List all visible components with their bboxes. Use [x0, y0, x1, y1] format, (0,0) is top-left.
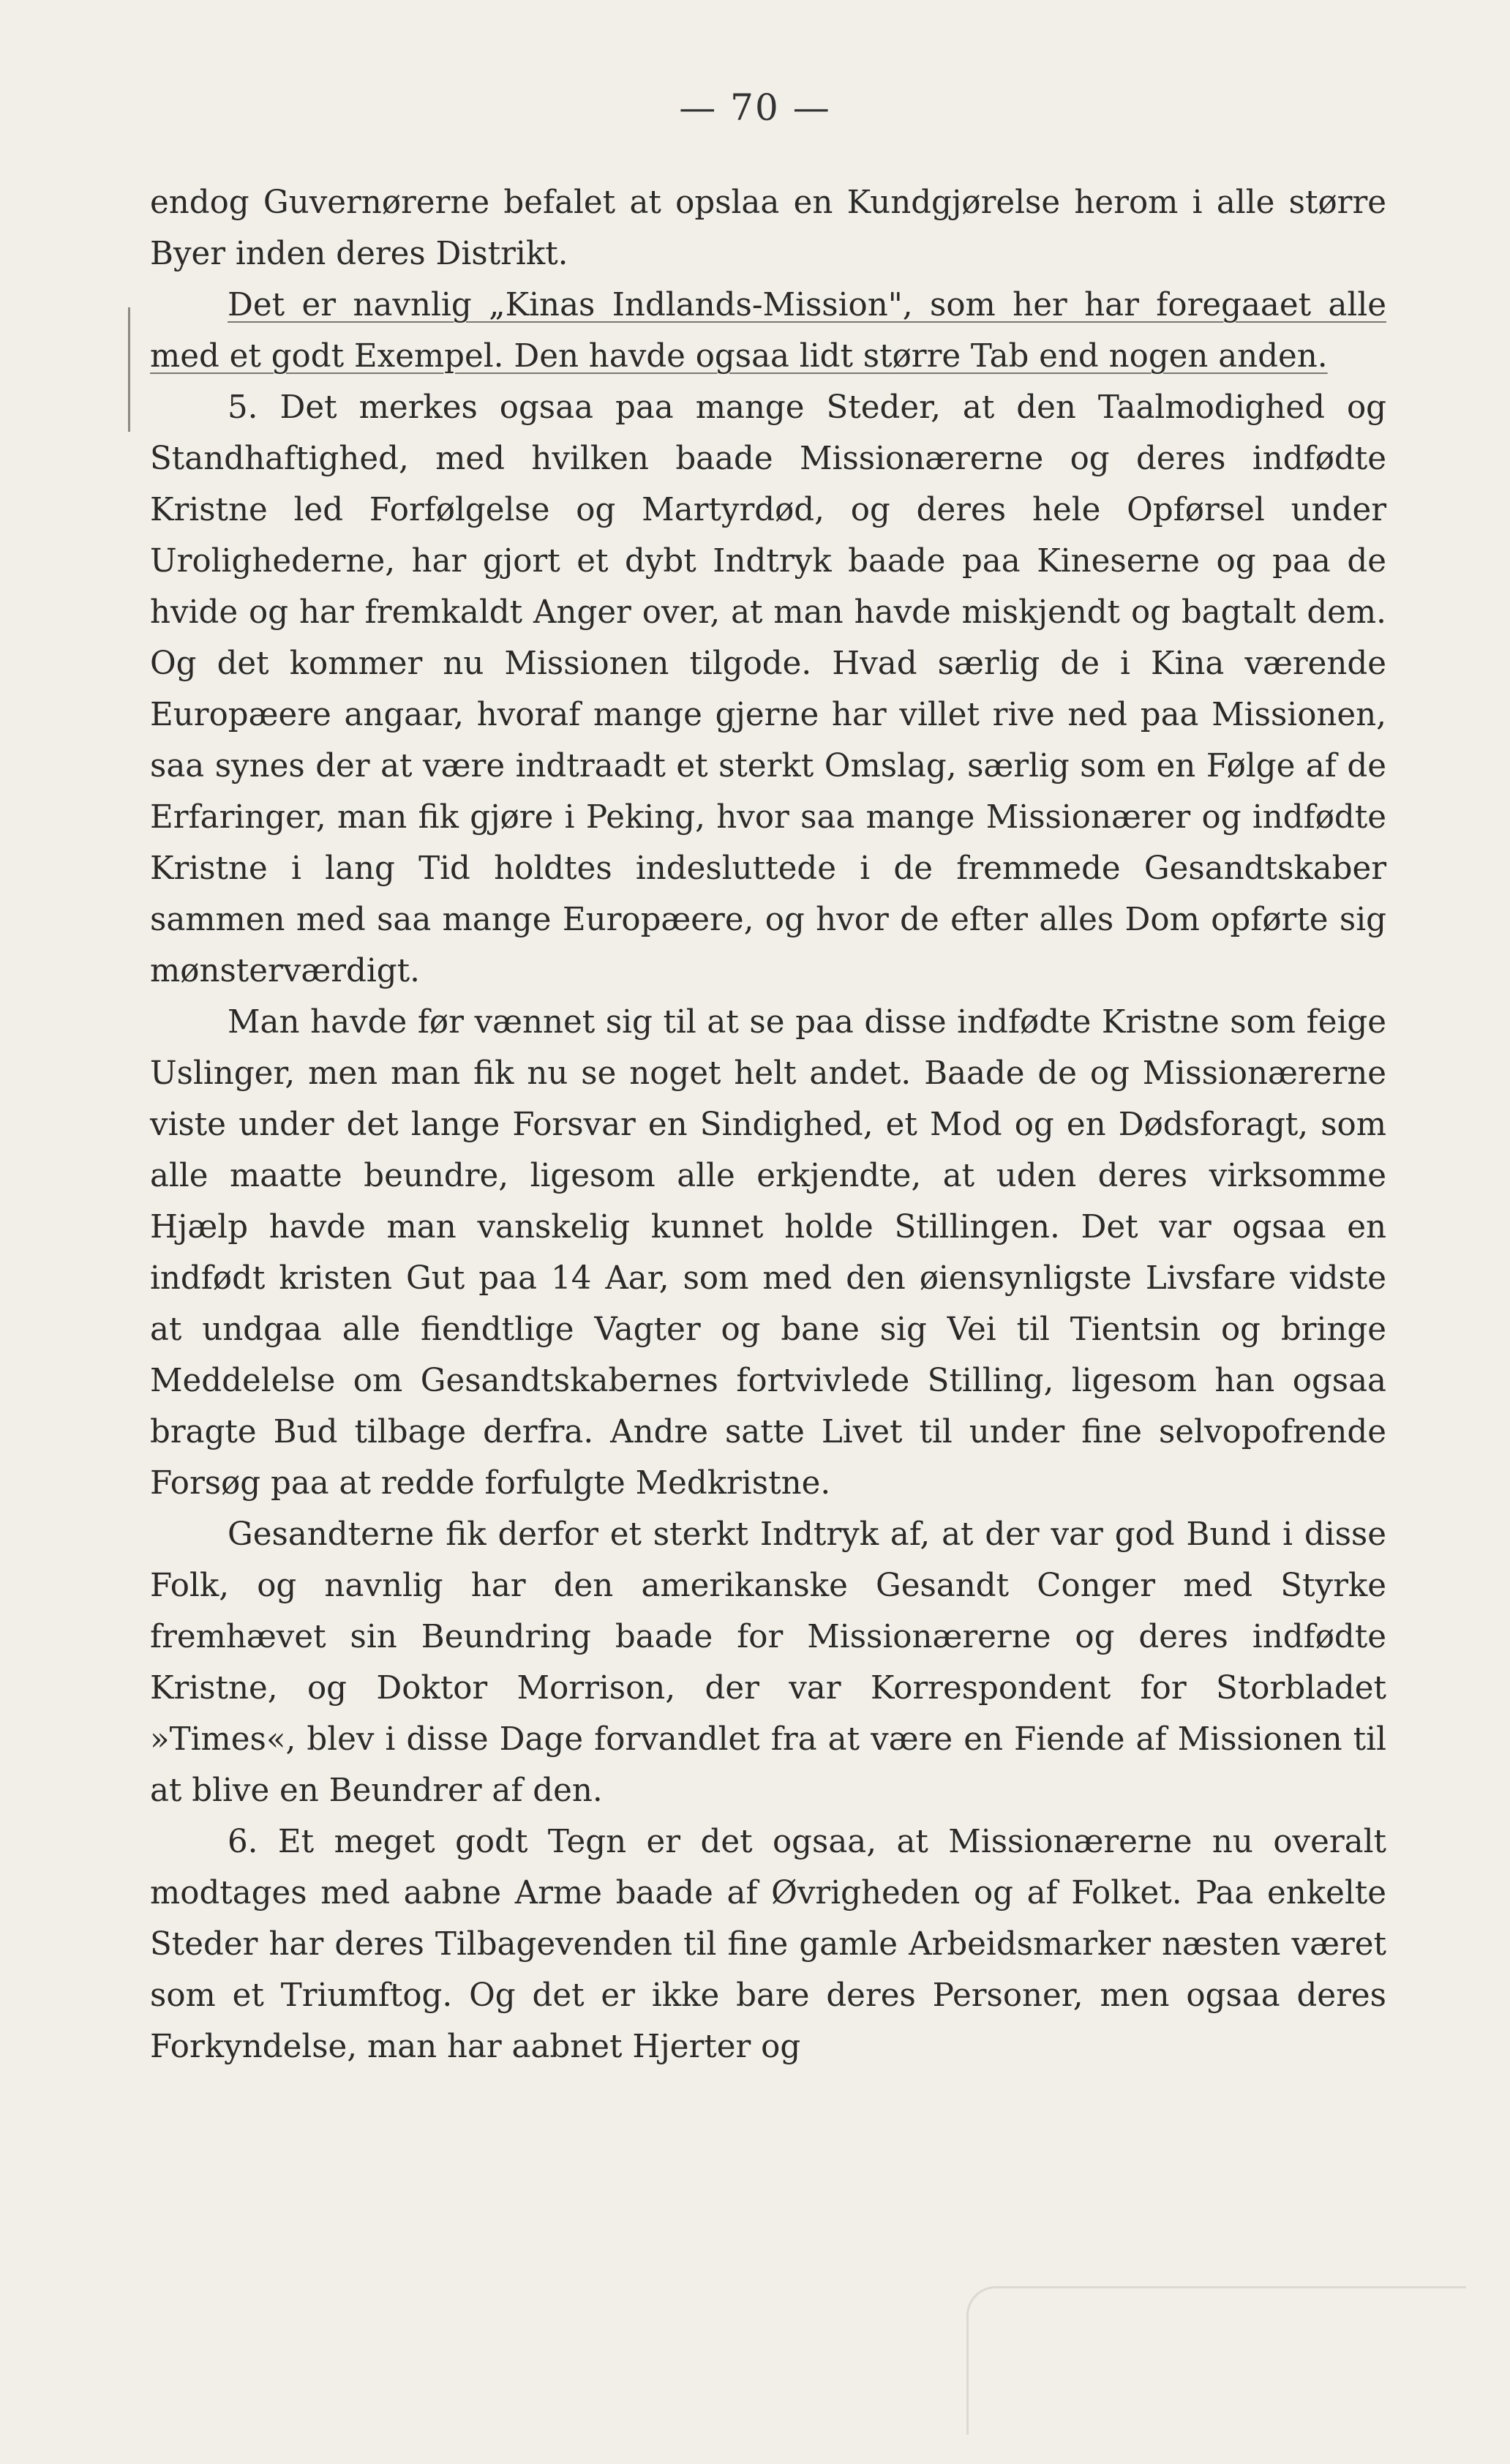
- paragraph-3: 5. Det merkes ogsaa paa mange Steder, at den Taalmodighed og Standhaftighed, med hvilken baade Missionærerne og deres indfødte Kristne led Forfølgelse og Martyrdød, og deres hele Opførsel under Urolighederne, har gjort et dybt Indtryk baade paa Kineserne og paa de hvide og har fremkaldt Anger over, at man havde miskjendt og bagtalt dem. Og det kommer nu Missionen tilgode. Hvad særlig de i Kina værende Europæere angaar, hvoraf mange gjerne har villet rive ned paa Missionen, saa synes der at være indtraadt et sterkt Omslag, særlig som en Følge af de Erfaringer, man fik gjøre i Peking, hvor saa mange Missionærer og indfødte Kristne i lang Tid holdtes indesluttede i de fremmede Gesandtskaber sammen med saa mange Europæere, og hvor de efter alles Dom opførte sig mønsterværdigt.: [150, 389, 1386, 989]
- paragraph-1: endog Guvernørerne befalet at opslaa en Kundgjørelse herom i alle større Byer inden deres Distrikt.: [150, 184, 1386, 272]
- body-text: [150, 177, 1386, 2072]
- page-number: — 70 —: [679, 86, 831, 129]
- margin-marker: [128, 307, 130, 432]
- paragraph-6: 6. Et meget godt Tegn er det ogsaa, at Missionærerne nu overalt modtages med aabne Arme baade af Øvrigheden og af Folket. Paa enkelte Steder har deres Tilbagevenden til fine gamle Arbeidsmarker næsten været som et Triumftog. Og det er ikke bare deres Personer, men ogsaa deres Forkyndelse, man har aabnet Hjerter og: [150, 1824, 1386, 2065]
- scan-corner-mark: [966, 2286, 1466, 2435]
- paragraph-5: Gesandterne fik derfor et sterkt Indtryk af, at der var god Bund i disse Folk, og navnlig har den amerikanske Gesandt Conger med Styrke fremhævet sin Beundring baade for Missionærerne og deres indfødte Kristne, og Doktor Morrison, der var Korrespondent for Storbladet »Times«, blev i disse Dage forvandlet fra at være en Fiende af Missionen til at blive en Beundrer af den.: [150, 1516, 1386, 1809]
- paragraph-2: Det er navnlig „Kinas Indlands-Mission", som her har foregaaet alle med et godt Exempel. Den havde ogsaa lidt større Tab end nogen anden.: [150, 287, 1386, 375]
- paragraph-4: Man havde før vænnet sig til at se paa disse indfødte Kristne som feige Uslinger, men man fik nu se noget helt andet. Baade de og Missionærerne viste under det lange Forsvar en Sindighed, et Mod og en Dødsforagt, som alle maatte beundre, ligesom alle erkjendte, at uden deres virksomme Hjælp havde man vanskelig kunnet holde Stillingen. Det var ogsaa en indfødt kristen Gut paa 14 Aar, som med den øiensynligste Livsfare vidste at undgaa alle fiendtlige Vagter og bane sig Vei til Tientsin og bringe Meddelelse om Gesandtskabernes fortvivlede Stilling, ligesom han ogsaa bragte Bud tilbage derfra. Andre satte Livet til under fine selvopofrende Forsøg paa at redde forfulgte Medkristne.: [150, 1004, 1386, 1502]
